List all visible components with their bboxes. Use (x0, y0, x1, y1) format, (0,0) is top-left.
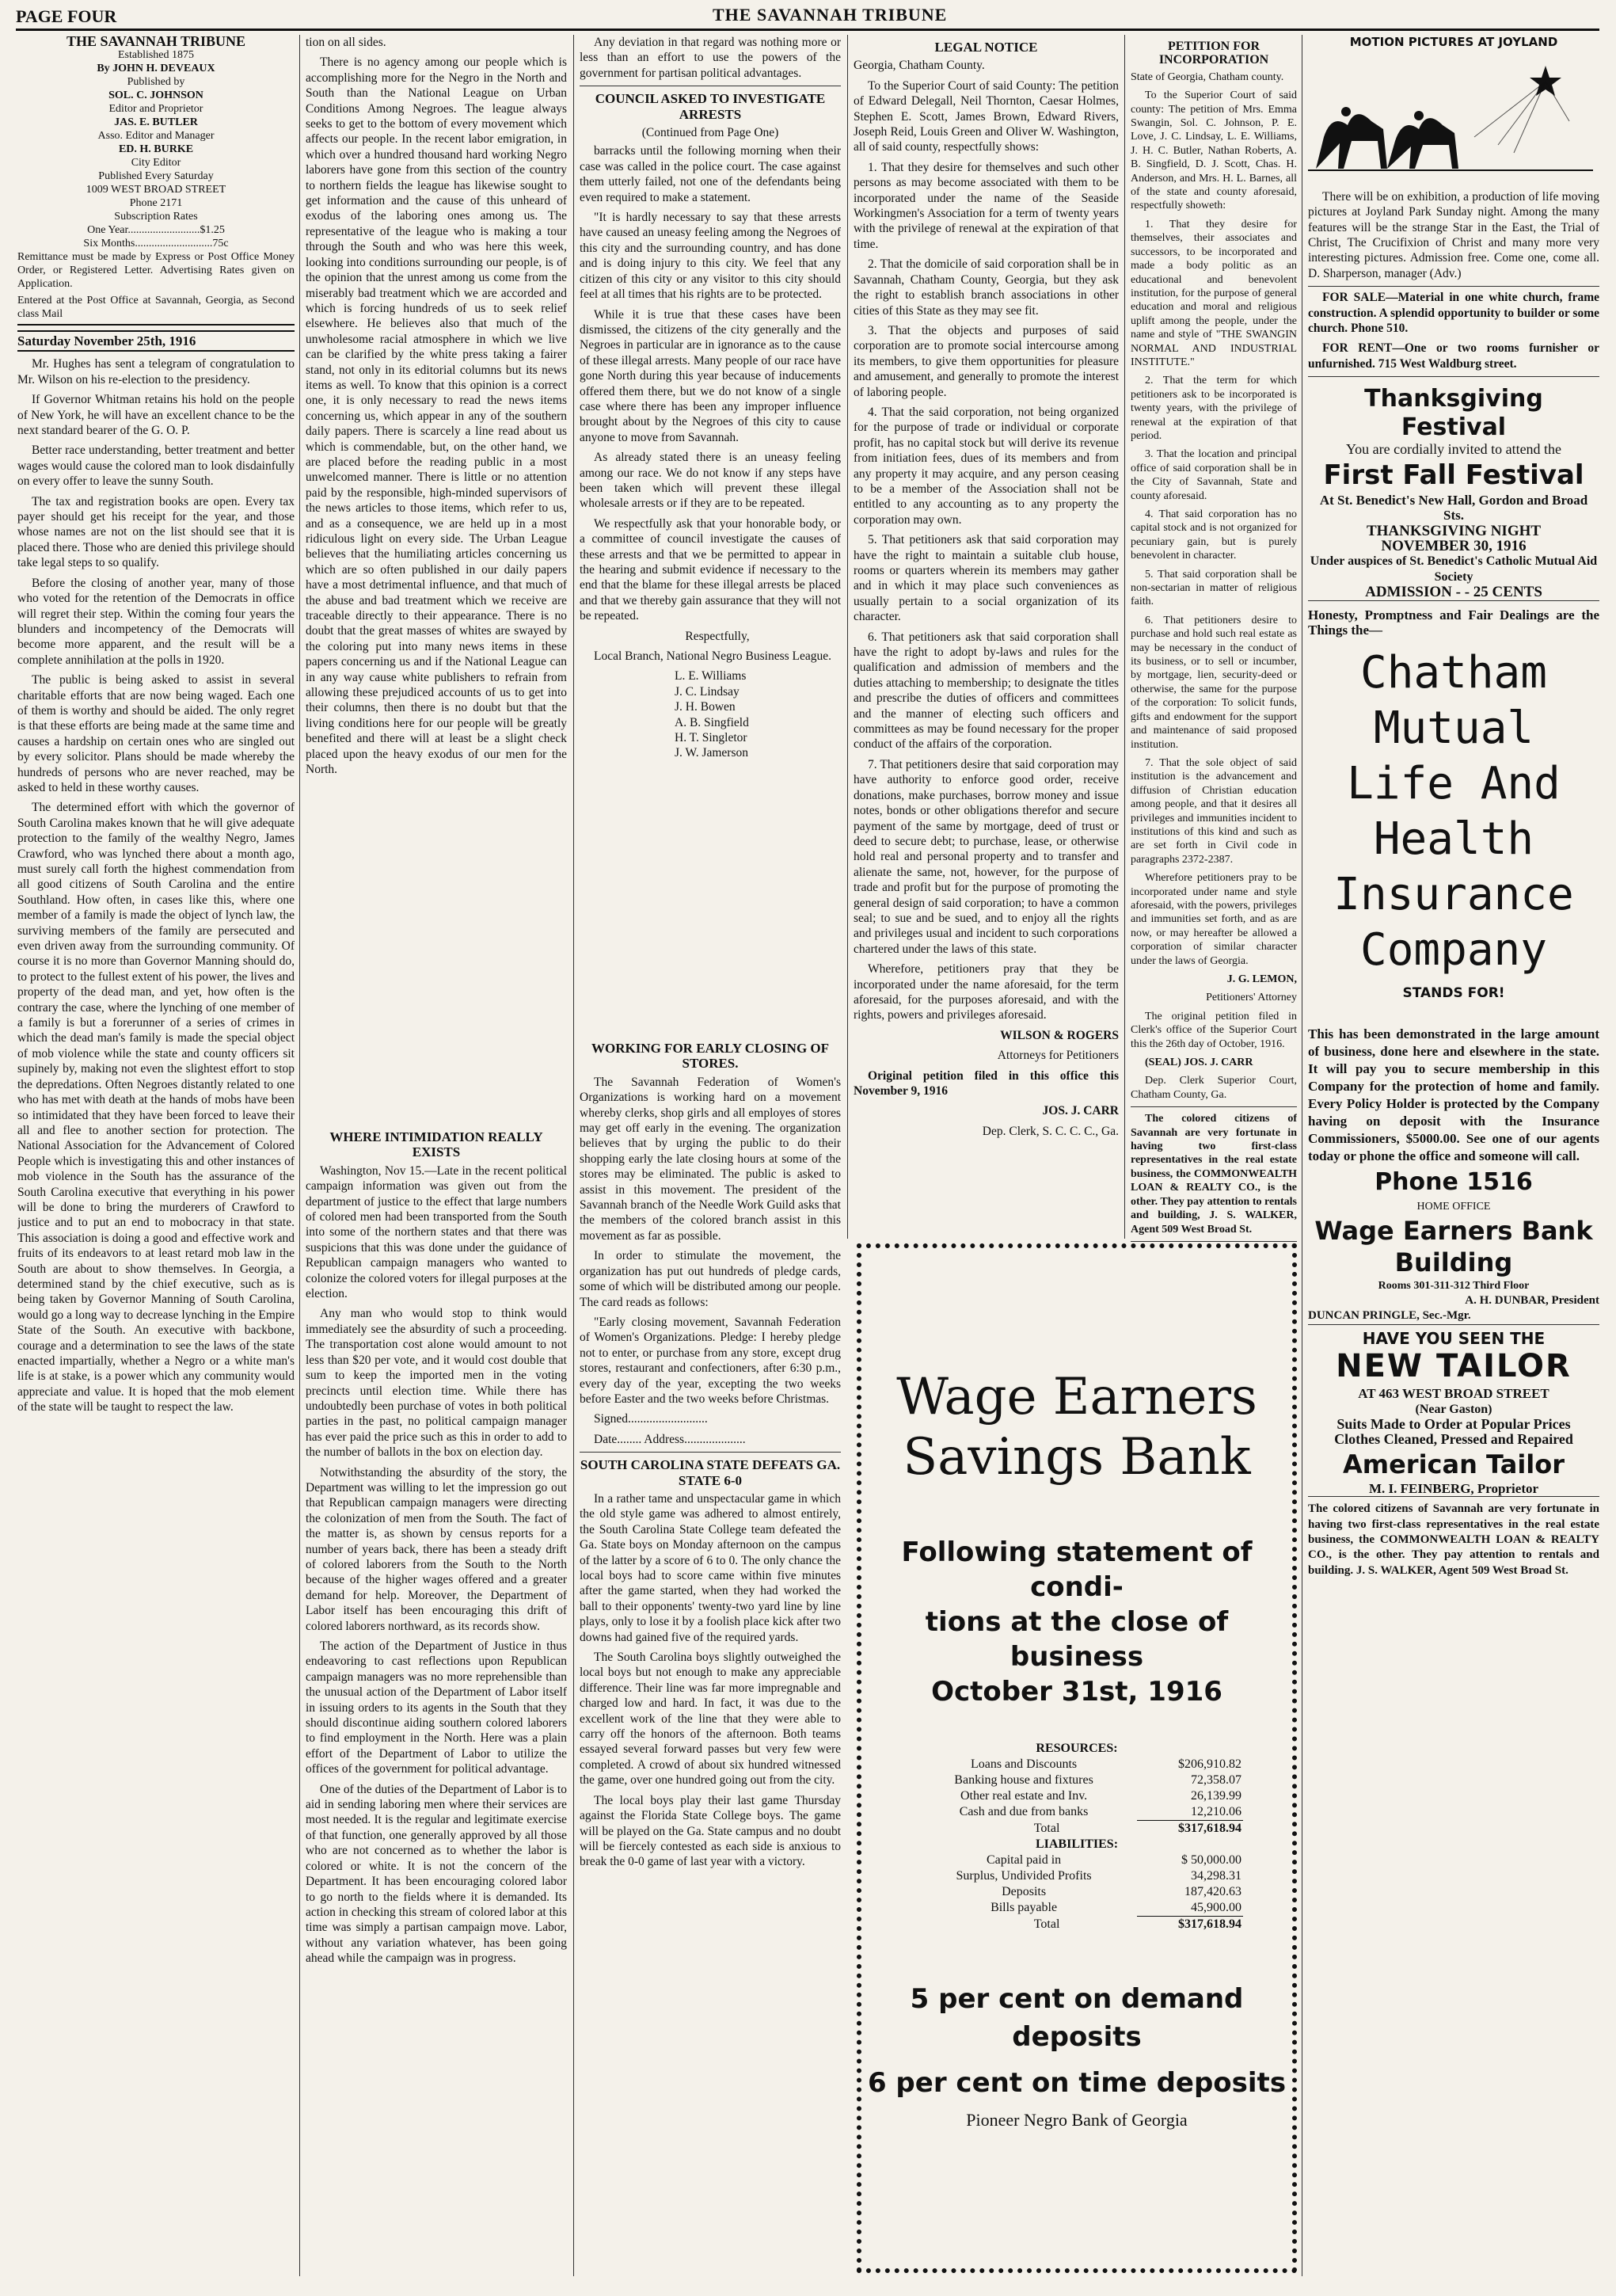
petition-paragraph: 5. That said corporation shall be non-sectarian in matter of religious faith. (1131, 568, 1297, 608)
filing-note: Original petition filed in this office this November 9, 1916 (854, 1068, 1119, 1098)
statement-line1: Following statement of condi- (901, 1536, 1253, 1603)
clerk-seal: (SEAL) JOS. J. CARR (1145, 1057, 1253, 1069)
subscription-rates: Subscription Rates (114, 211, 198, 223)
insurance-secretary: DUNCAN PRINGLE, Sec.-Mgr. (1308, 1309, 1471, 1323)
name-line: Life And (1347, 758, 1561, 810)
article-paragraph: One of the duties of the Department of Labor is to aid in sending laboring men where their services are most needed. It is the regular and legitimate exercise of that function, one generally approved by all those who are not concerned as to whether the labor is colored or white. It is not the concern of the Department. It has been encouraging colored labor to go north to the fields where it is demanded. Its action in checking this stream of colored labor at this time was simply a partisan campaign move. Labor, without any variation whatever, has been going ahead while the campaign was in progress. (306, 1782, 567, 1966)
newspaper-name: THE SAVANNAH TRIBUNE (713, 5, 948, 25)
tailor-address: AT 463 WEST BROAD STREET (1358, 1386, 1549, 1402)
legal-paragraph: 6. That petitioners ask that said corporation shall have the right to adopt by-laws and rules for the qualification and admission of members and the duties attaching to membership; to designate the titles and prescribe the duties of officers and committees and the manner of electing such officers and committees as may be found necessary for the proper conduct of the affairs of the corporation. (854, 630, 1119, 752)
row-label: Total (1033, 1917, 1060, 1931)
festival-location: At St. Benedict's New Hall, Gordon and Broad Sts. (1319, 492, 1588, 524)
row-label: Bills payable (991, 1901, 1058, 1915)
column-rule (1124, 35, 1125, 1239)
table-row-total (911, 1821, 1243, 1837)
article-early-closing (580, 1036, 841, 2271)
signatory: L. E. Williams (675, 669, 747, 683)
table-row (911, 1868, 1243, 1884)
filing-note: The original petition filed in Clerk's office of the Superior Court this the 26th day of October, 1916. (1131, 1010, 1297, 1050)
table-row (911, 1852, 1243, 1868)
row-value: $317,618.94 (1137, 1917, 1243, 1933)
legal-paragraph: 4. That the said corporation, not being organized for the purpose of trade or individual or corporate profit, has no capital stock but will derive its revenue from initiation fees, dues of its members and from any property it may acquire, and any person ceasing to be a member of the Association shall not be entitled to any accounting as to any property the corporation may own. (854, 405, 1119, 527)
signatory: J. W. Jamerson (675, 746, 748, 760)
article-paragraph: The local boys play their last game Thursday against the Florida State College boys. The game will be played on the Ga. State campus and no doubt will be fiercely contested as each side is anxious to break the 0-0 game of last year with a victory. (580, 1793, 841, 1869)
petition-paragraph: 2. That the term for which petitioners ask to be incorporated is twenty years, with the privilege of renewal at the expiration of that period. (1131, 375, 1297, 442)
legal-paragraph: 2. That the domicile of said corporation shall be in Savannah, Chatham County, Georgia, but they ask the right to establish branch associations in other cities of this State as they may see fit. (854, 257, 1119, 318)
column-legal-notice (854, 35, 1119, 1262)
signatory: J. C. Lindsay (675, 684, 740, 699)
clerk-title: Dep. Clerk Superior Court, Chatham County, Ga. (1131, 1075, 1297, 1101)
liabilities-header: LIABILITIES: (1035, 1837, 1119, 1851)
publisher-name: SOL. C. JOHNSON (108, 89, 203, 101)
article-paragraph: There is no agency among our people which is accomplishing more for the Negro in the North and South than the National League on Urban Conditions Among Negroes. The league always seeks to get to the bottom of every movement which affects our people. In the recent labor emigration, in which over a hundred thousand hard working Negro laborers have gone from this section of the country to northern fields the league has likewise sought to get information and the cause of this unheard of exodus of the laboring ones among us. The representative of the league who is making a tour through the South and who was here this week, looking into conditions surrounding our people, is of the opinion that the unrest among us come from the miserably bad treatment which we are accorded and which is forcing hundreds of us to seek relief elsewhere. He believes also that much of the unwholesome racial atmosphere in which we live can be clarified by the white press taking a fairer stand, not only in its editorial columns but its news items as well. To know that this opinion is a correct one, it is only necessary to read the news items concerning us, which appear in any of the southern daily papers. There is scarcely a line read about us which is commendable, but, on the other hand, we are placed before the reading public in a most unwelcomed manner. There is little or no attention paid by the responsible, high-minded supervisors of the news articles to those items, which refer to us, and as a consequence, we are held up in a most ridiculous light on every side. The Urban League believes that the humiliating articles concerning us which are so often published in our daily papers have a most detrimental influence, and that much of the abuse and bad treatment which we receive are traceable directly to their appearance. There is no doubt that the great masses of whites are swayed by the coloring put into many news items in these papers concerning us and if the National League can in any way cause white publishers to refrain from allowing these prejudiced accounts of us to get into their columns, then there is no doubt but that the living conditions here for our people will be greatly benefited and there will at least be a slight check placed upon the heavy exodus of our men for the North. (306, 55, 567, 777)
home-office-label: HOME OFFICE (1416, 1201, 1491, 1213)
joyland-title: MOTION PICTURES AT JOYLAND (1349, 35, 1558, 49)
tailor-suits: Suits Made to Order at Popular Prices (1337, 1416, 1571, 1432)
city-editor-name: ED. H. BURKE (118, 143, 194, 155)
article-paragraph: The Savannah Federation of Women's Organizations is working hard on a movement whereby clerks, shop girls and all employes of stores may get off early in the evening. The organization believes that by urging the public to do their shopping early the late closing hours at some of the stores may be eliminated. The public is asked to assist in this movement. The president of the Savannah branch of the Needle Work Guild asks that the members of the colored branch assist in this movement as far as possible. (580, 1075, 841, 1243)
petition-paragraph: 3. That the location and principal office of said corporation shall be in the City of Savannah, State and county aforesaid. (1131, 448, 1297, 502)
article-intimidation (306, 1125, 567, 2273)
name-line: Health (1373, 813, 1534, 866)
for-rent-ad: FOR RENT—One or two rooms furnisher or unfurnished. 715 West Waldburg street. (1308, 341, 1599, 371)
article-paragraph: The South Carolina boys slightly outweighed the local boys but not enough to make any appreciable difference. Their line was far more impregnable and charged low and hard. In fact, it was due to the excellent work of the line that they were able to carry off the honors of the afternoon. Both teams essayed several forward passes but very few were completed. A crowd of about six hundred witnessed the game, over one hundred going out from the city. (580, 1651, 841, 1788)
table-row (911, 1804, 1243, 1821)
city-editor-title: City Editor (131, 157, 181, 169)
petition-paragraph: 7. That the sole object of said institution is the advancement and diffusion of Christian education among people, and that it desires all privileges and immunities incident to institutions of this kind and such as are set forth in Civil code in paragraphs 2372-2387. (1131, 756, 1297, 866)
row-value: $317,618.94 (1137, 1821, 1243, 1837)
resources-header: RESOURCES: (1036, 1742, 1118, 1755)
row-value: 26,139.99 (1191, 1789, 1241, 1803)
table-row (911, 1772, 1243, 1788)
column-rule (299, 35, 300, 2276)
column-rule (573, 35, 574, 2276)
attorney-name: J. G. LEMON, (1226, 973, 1297, 985)
row-label: Total (1033, 1821, 1060, 1835)
table-row (911, 1788, 1243, 1804)
row-value: 12,210.06 (1191, 1805, 1241, 1818)
insurance-company-name (1308, 645, 1599, 978)
rate-six-months: Six Months............................75c (83, 238, 229, 249)
column-urban-league (306, 35, 567, 1120)
article-paragraph: In order to stimulate the movement, the organization has put out hundreds of pledge cards, some of which will be distributed among our people. The card reads as follows: (580, 1249, 841, 1309)
editorial-paragraph: Better race understanding, better treatment and better wages would cause the colored man to look disdainfully on every offer to leave the sunny South. (17, 444, 295, 489)
address: 1009 WEST BROAD STREET (86, 184, 226, 196)
joyland-text: There will be on exhibition, a production of life moving pictures at Joyland Park Sunday night. Among the many features will be the strange Star in the East, the Trial of Christ, The Crucifixion of Christ and many more very interesting pictures. Admission free. Come one, come all. D. Sharperson, manager (Adv.) (1308, 189, 1599, 280)
column-advertisements (1308, 35, 1599, 2276)
for-sale-ad: FOR SALE—Material in one white church, frame construction. A splendid opportunity to builder or some church. Phone 510. (1308, 286, 1599, 336)
name-line: Mutual (1373, 703, 1534, 755)
tailor-title: NEW TAILOR (1336, 1348, 1572, 1385)
petition-paragraph: 1. That they desire for themselves, their associates and successors, to be incorporated and made a body politic as an educational and benevolent institution, for the purpose of general education and moral and religious uplift among the people, under the name and style of "THE SWANGIN NORMAL AND INDUSTRIAL INSTITUTE." (1131, 218, 1297, 368)
signatory: H. T. Singletor (675, 731, 747, 745)
article-paragraph: Any deviation in that regard was nothing more or less than an effort to use the powers of the government for partisan political advantages. (580, 36, 841, 80)
name-line: Chatham (1359, 647, 1547, 699)
column-council (580, 35, 841, 1033)
editorial-paragraph: Mr. Hughes has sent a telegram of congratulation to Mr. Wilson on his re-election to the presidency. (17, 357, 295, 386)
article-paragraph: Washington, Nov 15.—Late in the recent political campaign information was given out from the department of justice to the effect that large numbers of colored men had been transported from the South into some of the northern states and that there was suspicions that this was done under the guidance of Republican campaign managers who wanted to colonize the colored voters for illegal purposes at the election. (306, 1163, 567, 1301)
legal-paragraph: 7. That petitioners desire that said corporation may have authority to enforce good order, receive donations, make purchases, borrow money and issue notes, bonds or other obligations therefor and secure payment of the same by mortgage, deed of trust or deed to secure debt; to purchase, lease, or otherwise hold real and personal property and to transfer and alienate the same, not, however, for the purpose of trade and profit but for the purpose of promoting the general design of said corporation; to have a common seal; to sue and be sued, and to enjoy all the rights and privileges usual and incident to such corporations chartered under the laws of this state. (854, 757, 1119, 956)
statement-line2: tions at the close of business (925, 1606, 1229, 1673)
legal-notice-title: LEGAL NOTICE (934, 40, 1038, 55)
stands-for: STANDS FOR! (1402, 985, 1505, 1002)
rate-year: One Year..........................$1.25 (87, 224, 225, 236)
row-label: Capital paid in (986, 1853, 1062, 1867)
row-value: $206,910.82 (1178, 1757, 1241, 1771)
legal-paragraph: 5. That petitioners ask that said corporation may have the right to maintain a suitable club house, rooms or quarters wherein its members may gather and in which it may place such conveniences as usually pertain to a social organization of its character. (854, 533, 1119, 624)
tailor-near: (Near Gaston) (1415, 1402, 1492, 1416)
row-value: 72,358.07 (1191, 1773, 1241, 1787)
masthead-title: THE SAVANNAH TRIBUNE (66, 35, 246, 49)
masthead-box (17, 35, 295, 326)
insurance-body: This has been demonstrated in the large amount of business, done here and elsewhere in the state. It will pay you to secure membership in this Company for the protection of home and family. Every Policy Holder is protected by the Company having on deposit with the Insurance Commissioners, $5000.00. See one of our agents today or phone the office and someone will call. (1308, 1026, 1599, 1163)
legal-paragraph: To the Superior Court of said County: The petition of Edward Delegall, Neil Thornton, Caesar Holmes, Stephen E. Scott, James Brown, Edward Rivers, Joseph Reid, Louis Green and Oliver W. Washington, all of said county, respectfully shows: (854, 78, 1119, 154)
table-row (911, 1757, 1243, 1772)
clerk-title: Dep. Clerk, S. C. C. C., Ga. (982, 1124, 1119, 1138)
article-headline: WORKING FOR EARLY CLOSING OF STORES. (591, 1041, 830, 1072)
demand-deposit-rate: 5 per cent on demand deposits (910, 1983, 1244, 2053)
table-row-total (911, 1917, 1243, 1933)
schedule: Published Every Saturday (98, 170, 214, 182)
insurance-phone: Phone 1516 (1375, 1167, 1533, 1196)
bank-advertisement (857, 1243, 1297, 2273)
page-header (16, 5, 1599, 31)
legal-paragraph: 1. That they desire for themselves and such other persons as may become associated with them to be incorporated under the name of the Seaside Workingmen's Association for a term of twenty years with the privilege of renewal at the expiration of that time. (854, 160, 1119, 251)
bank-slogan: Pioneer Negro Bank of Georgia (966, 2110, 1188, 2130)
building-name-line1: Wage Earners Bank (1314, 1215, 1593, 1246)
table-row (911, 1900, 1243, 1917)
row-label: Loans and Discounts (970, 1757, 1078, 1771)
signatory: A. B. Singfield (675, 715, 749, 729)
continued-text: tion on all sides. (306, 36, 386, 49)
petition-title: PETITION FOR INCORPORATION (1158, 40, 1269, 67)
attorney-title: Attorneys for Petitioners (997, 1049, 1119, 1063)
row-value: 45,900.00 (1191, 1901, 1241, 1914)
bank-name-line1: Wage Earners (896, 1368, 1257, 1426)
bank-statement-table (911, 1741, 1243, 1932)
editorial-paragraph: If Governor Whitman retains his hold on the people of New York, he will have an excellent chance to be the next standard bearer of the G. O. P. (17, 393, 295, 438)
row-label: Deposits (1002, 1885, 1047, 1898)
petition-paragraph: Wherefore petitioners pray to be incorporated under name and style aforesaid, with the powers, privileges and immunities set forth, and as are now, or may hereafter be allowed a corporation of similar character under the laws of Georgia. (1131, 872, 1297, 967)
row-value: 187,420.63 (1184, 1885, 1241, 1898)
article-paragraph: The action of the Department of Justice in thus endeavoring to cast reflections upon Republican campaign managers was no more reprehensible than the unusual action of the Department of Labor itself in issuing orders to its agents in the South that they should discontinue aiding southern colored laborers to find employment in the North. Here was a plain effort of the Department of Labor to utilize the offices of the government for political advantage. (306, 1639, 567, 1776)
attorney-title: Petitioners' Attorney (1206, 992, 1297, 1004)
article-paragraph: "Early closing movement, Savannah Federation of Women's Organizations. Pledge: I hereby pledge not to enter, or purchase from any store, except drug stores, restaurant and confectioners, after 6:30 p.m., every day of the year, excepting the two weeks before Easter and the two weeks before Christmas. (580, 1315, 841, 1406)
tailor-shop-name: American Tailor (1342, 1449, 1565, 1479)
petition-paragraph: 6. That petitioners desire to purchase and hold such real estate as may be necessary in the conduct of its business, or to sell or incumber, by mortgage, lien, security-deed or otherwise, the same for the purpose of the corporation: To solicit funds, gifts and endowment for the support and maintenance of said proposed institution. (1131, 614, 1297, 751)
legal-paragraph: Wherefore, petitioners pray that they be incorporated under the name aforesaid, for the term aforesaid, for the purposes aforesaid, and with the rights, powers and privileges aforesaid. (854, 962, 1119, 1022)
row-label: Surplus, Undivided Profits (956, 1869, 1092, 1883)
signatory: J. H. Bowen (675, 700, 736, 714)
closing: Respectfully, (685, 629, 750, 643)
building-name-line2: Building (1394, 1247, 1513, 1277)
editorial-paragraph: The tax and registration books are open. Every tax payer should get his receipt for the year, and those whose names are not on the list should see that it is placed there. Those who are denied this privilege should take legal steps to so qualify. (17, 494, 295, 570)
article-headline: WHERE INTIMIDATION REALLY EXISTS (329, 1129, 543, 1160)
article-paragraph: Any man who would stop to think would immediately see the absurdity of such a proceeding. The transportation cost alone would amount to not less than $20 per vote, and it would cost double that sum to keep the imported men in the voting precincts until election time. While there has undoubtedly been purchase of votes in both political parties in the past, no political campaign manager has ever paid the price such as this in order to add to the number of ballots in the box on election day. (306, 1307, 567, 1460)
article-paragraph: barracks until the following morning when their case was called in the police court. The case against them utterly failed, not one of the defendants being even required to make a statement. (580, 144, 841, 204)
column-petition (1131, 35, 1297, 1247)
row-label: Banking house and fixtures (954, 1773, 1093, 1787)
column-rule (847, 35, 848, 1239)
festival-auspices: Under auspices of St. Benedict's Catholic Mutual Aid Society (1310, 554, 1598, 584)
row-label: Cash and due from banks (959, 1805, 1089, 1819)
petition-heading: State of Georgia, Chatham county. (1131, 70, 1284, 83)
pledge-date: Date........ Address.................... (594, 1432, 746, 1446)
legal-paragraph: 3. That the objects and purposes of said corporation are to promote social intercourse among its members, to give them opportunities for pleasure and amusement, and generally to promote the interest of laboring people. (854, 323, 1119, 399)
tailor-intro: HAVE YOU SEEN THE (1308, 1324, 1599, 1346)
pledge-signed: Signed.......................... (594, 1412, 708, 1426)
statement-date: October 31st, 1916 (931, 1676, 1222, 1708)
published-by: Published by (127, 76, 185, 88)
time-deposit-rate: 6 per cent on time deposits (867, 2067, 1287, 2099)
festival-admission: ADMISSION - - 25 CENTS (1365, 584, 1542, 601)
row-value: 34,298.31 (1191, 1869, 1241, 1883)
festival-name: First Fall Festival (1323, 459, 1584, 491)
thanksgiving-title: Thanksgiving Festival (1308, 376, 1599, 442)
article-paragraph: "It is hardly necessary to say that these arrests have caused an uneasy feeling among the Negroes of this city and the surrounding country, and has done and is doing injury to this city. We feel that any citizen of this city or any visitor to this city should feel at all times that his rights are to be protected. (580, 211, 841, 302)
name-line: Company (1359, 924, 1547, 977)
article-paragraph: As already stated there is an uneasy feeling among our race. We do not know if any steps have been taken which will prevent these illegal wholesale arrests or if they are to be repeated. (580, 451, 841, 511)
postal-entry: Entered at the Post Office at Savannah, Georgia, as Second class Mail (17, 295, 295, 320)
insurance-intro: Honesty, Promptness and Fair Dealings are the Things the— (1308, 600, 1599, 638)
founder: By JOHN H. DEVEAUX (97, 63, 215, 74)
tailor-proprietor: M. I. FEINBERG, Proprietor (1368, 1480, 1539, 1496)
festival-date: NOVEMBER 30, 1916 (1381, 537, 1527, 554)
continued-note: (Continued from Page One) (641, 126, 779, 140)
editorial-paragraph: The determined effort with which the governor of South Carolina makes known that he will give adequate protection to the family of the wealthy Negro, James Crawford, who was lynched there about a month ago, must surely call forth the highest commendation from all good citizens of South Carolina and the entire Southland. How often, in cases like this, where one member of a family is made the object of lynch law, the surviving members of the family are persecuted and even driven away from the surrounding community. Of course it is no more than Governor Manning should do, to protect to the fullest extent of his power, the lives and property of the dead man, and yet, how often is the contrary the case, where the lynching of one member of a family is but a forerunner of a series of crimes in which the dead man's family is made the special object of mob violence while the state and county officers sit supinely by, making not even the slightest effort to stop the depredations. Often Negroes distantly related to one who has met with death at the hands of mobs have been so intimidated that they have been forced to leave their all and flee to another section for protection. The National Association for the Advancement of Colored People which is investigating this and other instances of mob violence in the South has the assurance of the South Carolina executive that everything in his power will be done to bring the murderers of Crawford to justice and to put an end to mobocracy in that state. This association is doing a good and effective work and fruits of its endeavors to at least retard mob law in the South are about to show themselves. In Georgia, a determined stand by the chief executive, such as is being taken by Governor Manning of South Carolina, would go a long way to decrease lynching in the Empire State of the South. An executive with backbone, courage and a determination to see the laws of the state enacted impartially, whether a Negro or a white man's life is at stake, is a power which any community would appreciate and value. It is hoped that the mob element of the state will be taught to respect the law. (17, 801, 295, 1415)
column-editorial (17, 35, 295, 2276)
festival-invite: You are cordially invited to attend the (1345, 441, 1562, 458)
page-number: PAGE FOUR (16, 6, 117, 26)
phone: Phone 2171 (129, 197, 183, 209)
editorial-paragraph: The public is being asked to assist in several charitable efforts that are now being waged. Each one of them is worthy and should be aided. The only regret is that these efforts are being made at the same time and causes a hardship on certain ones who are singled out by every solicitor. Plans should be made whereby the hundreds of persons who are never reached, may be asked to held in these worthy causes. (17, 673, 295, 794)
festival-night: THANKSGIVING NIGHT (1366, 522, 1542, 539)
established: Established 1875 (117, 49, 195, 61)
organization: Local Branch, National Negro Business League. (594, 649, 832, 664)
row-value: $ 50,000.00 (1181, 1853, 1241, 1867)
publisher-title: Editor and Proprietor (108, 103, 203, 115)
associate-editor-title: Asso. Editor and Manager (97, 130, 215, 142)
name-line: Insurance (1333, 869, 1574, 921)
table-row (911, 1884, 1243, 1900)
petition-paragraph: 4. That said corporation has no capital stock and is not organized for pecuniary gain, but is purely benevolent in character. (1131, 508, 1297, 562)
article-headline: COUNCIL ASKED TO INVESTIGATE ARRESTS (580, 86, 841, 122)
realty-ad: The colored citizens of Savannah are very fortunate in having two first-class representatives in the real estate business, the COMMONWEALTH LOAN & REALTY CO., is the other. They pay attention to rentals and building. J. S. WALKER, Agent 509 West Broad St. (1308, 1496, 1599, 1578)
insurance-president: A. H. DUNBAR, President (1465, 1293, 1599, 1307)
attorney-name: WILSON & ROGERS (1000, 1028, 1119, 1042)
clerk-name: JOS. J. CARR (1042, 1104, 1119, 1118)
remittance-note: Remittance must be made by Express or Post Office Money Order, or Registered Letter. Advertising Rates given on Application. (17, 251, 295, 290)
article-headline: SOUTH CAROLINA STATE DEFEATS GA. STATE 6-0 (580, 1452, 841, 1488)
bank-name-line2: Savings Bank (903, 1428, 1251, 1487)
row-label: Other real estate and Inv. (960, 1789, 1088, 1803)
legal-heading: Georgia, Chatham County. (854, 59, 985, 73)
petition-paragraph: To the Superior Court of said county: The petition of Mrs. Emma Swangin, Sol. C. Johnson, P. E. Love, J. C. Lindsay, L. E. Williams, J. H. C. Butler, Nathan Roberts, A. B. Singfield, D. J. Scott, Chas. H. Anderson, and Mrs. H. L. Barnes, all of the state and county aforesaid, respectfully showeth: (1131, 89, 1297, 212)
article-paragraph: We respectfully ask that your honorable body, or a committee of council investigate the causes of these arrests and that we be permitted to appear in the hearing and submit evidence if necessary to the end that the blame for these illegal arrests be placed and that we thereby gain assurance that they will not be repeated. (580, 516, 841, 623)
office-rooms: Rooms 301-311-312 Third Floor (1378, 1279, 1530, 1292)
magi-camel-illustration (1308, 50, 1593, 185)
tailor-clean: Clothes Cleaned, Pressed and Repaired (1334, 1431, 1573, 1448)
article-paragraph: In a rather tame and unspectacular game in which the old style game was adhered to almost entirely, the South Carolina State College team defeated the Ga. State boys on Monday afternoon on the campus of the latter by a score of 6 to 0. The only chance the local boys had to score came within five minutes after the game started, when they had worked the ball to their opponents' twenty-two yard line by line plays, only to lose it by a foolish place kick after two downs had gained five of the required yards. (580, 1491, 841, 1644)
editorial-paragraph: Before the closing of another year, many of those who voted for the retention of the Democrats in office will regret their step. Within the coming four years the blunders and incompetency of the Democrats will become more apparent, and the result will be a complete annihilation at the polls in 1920. (17, 576, 295, 667)
associate-editor-name: JAS. E. BUTLER (114, 116, 198, 128)
issue-date: Saturday November 25th, 1916 (17, 330, 295, 352)
article-paragraph: While it is true that these cases have been dismissed, the citizens of the city generally and the Negroes in particular are in ignorance as to the cause of these illegal arrests. Many people of our race have gone North during this year because of inducements offered them there, but we do not know of a single case where there has been any improper influence brought about by the Negroes of this city to cause anyone to move from Savannah. (580, 307, 841, 444)
realty-ad: The colored citizens of Savannah are very fortunate in having two first-class representatives in the real estate business, the COMMONWEALTH LOAN & REALTY CO., is the other. They pay attention to rentals and building, J. S. WALKER, Agent 509 West Broad St. (1131, 1106, 1297, 1236)
signatories (580, 668, 841, 760)
article-paragraph: Notwithstanding the absurdity of the story, the Department was willing to let the impression go out that Republican campaign managers were directing the colonization of men from the South. The fact of the matter is, as shown by census reports for a number of years back, there has been a steady drift of colored laborers from the South to the North because of the higher wages offered and a greater demand for help. Moreover, the Department of Labor itself has been encouraging this drift of colored laborers northward, as its records show. (306, 1465, 567, 1633)
